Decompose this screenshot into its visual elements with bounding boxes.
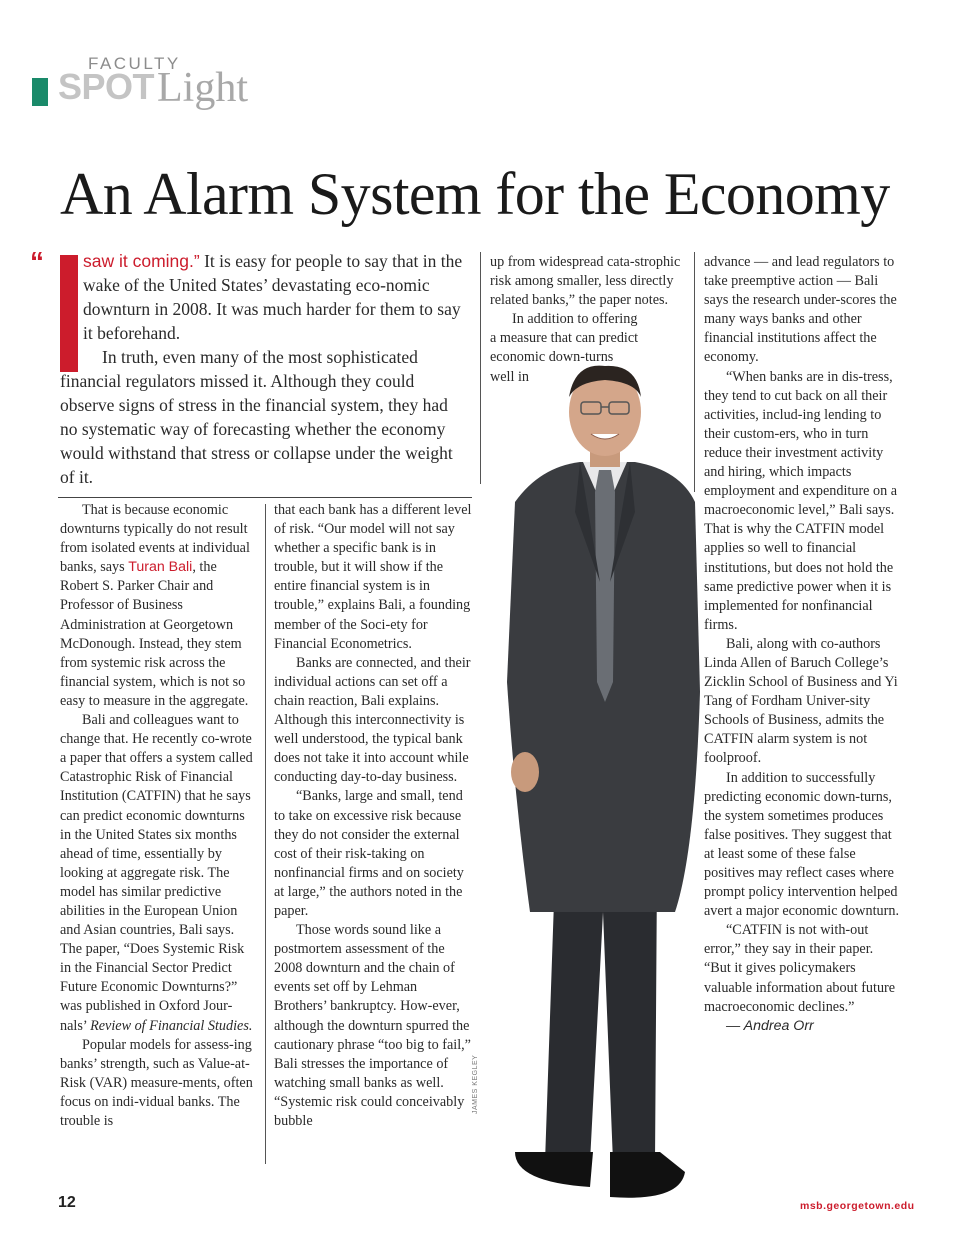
lead-quote-start: saw it coming.” xyxy=(83,251,200,271)
col1-p2-text: Bali and colleagues want to change that. He recently co-wrote a paper that offers a system called Catastrophic Risk of Financial Institution (CATFIN) that he says can predict economic downturns in the United States six months ahead of time, essentially by looking at aggregate risk. The model has similar predictive abilities in the European Union and Asian countries, Bali says. The paper, “Does Systemic Risk in the Financial Sector Predict Future Economic Downturns?” was published in Oxford Jour-nals’ xyxy=(60,712,253,1034)
lead-p2: In truth, even many of the most sophisticated financial regulators missed it. Although they could observe signs of stress in the financial system, they had no systematic way of forecasting whether the economy would withstand that stress or collapse under the weight of it. xyxy=(60,347,453,487)
col1-p1 xyxy=(60,501,258,711)
col1-p2-journal: Review of Financial Studies. xyxy=(90,1017,253,1034)
col2-p2: Banks are connected, and their individual actions can set off a chain reaction, Bali explains. Although this interconnectivity is well understood, the typical bank does not take it into account while conducting day-to-day business. xyxy=(274,654,471,786)
lead-p1 xyxy=(60,249,468,345)
col3-p2: In addition to offering a measure that can predict economic down-turns well in xyxy=(490,311,639,385)
section-name-light: Light xyxy=(157,65,248,111)
divider-horizontal xyxy=(58,497,472,498)
col1-p2 xyxy=(60,711,258,1036)
column-rule-1 xyxy=(265,504,266,1164)
col1-p1-name: Turan Bali xyxy=(128,559,193,576)
portrait-photo xyxy=(495,352,715,1222)
author-byline: — Andrea Orr xyxy=(726,1017,814,1034)
col2-p4: Those words sound like a postmortem assessment of the 2008 downturn and the chain of events set off by Lehman Brothers’ bankruptcy. How-ever, although the downturn spurred the cautionary phrase “too big to fail,” Bali stresses the importance of watching small banks as well. “Systemic risk could conceivably bubble xyxy=(274,922,471,1129)
lead-paragraph xyxy=(60,249,468,489)
body-column-4 xyxy=(704,253,900,1036)
col2-p3: “Banks, large and small, tend to take on excessive risk because they do not consider the external cost of their risk-taking on nonfinancial firms and on society at large,” the authors noted in the paper. xyxy=(274,788,464,919)
body-column-1 xyxy=(60,501,258,1131)
footer-url-link[interactable]: msb.georgetown.edu xyxy=(800,1200,915,1212)
col1-p1-text-b: , the Robert S. Parker Chair and Professor of Business Administration at Georgetown McDonough. Instead, they stem from systemic risk across the financial system, which is not so easy to measure in the aggregate. xyxy=(60,559,249,709)
col4-p4: In addition to successfully predicting economic down-turns, the system sometimes produces false positives. They suggest that at least some of these false positives may reflect cases where prompt policy intervention helped avert a major economic downturn. xyxy=(704,769,900,920)
photo-credit: JAMES KEGLEY xyxy=(472,1054,479,1114)
lead-p1-text: It is easy for people to say that in the wake of the United States’ devastating eco-nomic downturn in 2008. It was much harder for them to say it beforehand. xyxy=(83,251,463,343)
col1-p3: Popular models for assess-ing banks’ strength, such as Value-at-Risk (VAR) measure-ments, often focus on indi-vidual banks. The trouble is xyxy=(60,1036,253,1129)
col4-p3: Bali, along with co-authors Linda Allen of Baruch College’s Zicklin School of Business and Yi Tang of Fordham Univer-sity Schools of Business, admits the CATFIN alarm system is not foolproof. xyxy=(704,635,898,767)
col1-p1-text-a: That is because economic downturns typically do not result from isolated events at individual banks, says xyxy=(60,502,250,576)
col4-p5: “CATFIN is not with-out error,” they say in their paper. “But it gives policymakers valuable information about future macroeconomic declines.” xyxy=(704,922,896,1015)
page-number: 12 xyxy=(58,1194,76,1211)
col4-p1: advance — and lead regulators to take preemptive action — Bali says the research under-scores the many ways banks and other financial institutions affect the economy. xyxy=(704,254,897,366)
body-column-2 xyxy=(274,501,472,1131)
section-accent-block xyxy=(32,78,48,106)
col4-p2: “When banks are in dis-tress, they tend to cut back on all their activities, includ-ing lending to their custom-ers, who in turn reduce their investment activity and hiring, which impacts employment and expenditure on a macroeconomic level,” Bali says. That is why the CATFIN model applies so well to financial institutions, but does not hold the same predictive power when it is implemented for nonfinancial firms. xyxy=(704,368,898,633)
open-quote-mark: “ xyxy=(30,246,44,277)
section-kicker: FACULTY xyxy=(88,54,181,73)
article-title: An Alarm System for the Economy xyxy=(60,161,890,227)
col2-p1: that each bank has a different level of risk. “Our model will not say whether a specific bank is in trouble, but it will show if the entire financial system is in trouble,” explains Bali, a founding member of the Soci-ety for Financial Econometrics. xyxy=(274,502,472,652)
column-rule-2 xyxy=(480,252,481,484)
section-name-bold: SPOT xyxy=(58,66,155,107)
col3-p1: up from widespread cata-strophic risk among smaller, less directly related banks,” the paper notes. xyxy=(490,254,681,309)
